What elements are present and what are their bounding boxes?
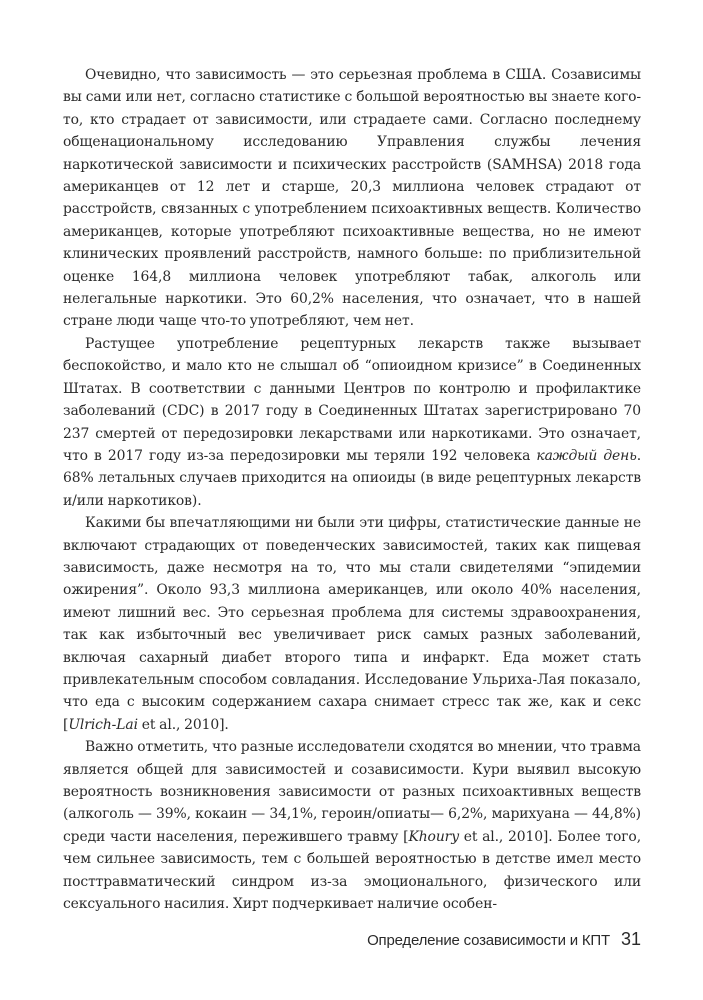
page-number: 31 xyxy=(620,929,641,949)
paragraph-3-citation-author: Ulrich-Lai xyxy=(68,716,138,733)
paragraph-3 xyxy=(63,512,641,736)
paragraph-2-text-part-2: . 68% летальных случаев приходится на опиоиды (в виде рецептурных лекарств и/или наркотиков). xyxy=(63,447,642,509)
footer-section-title: Определение созависимости и КПТ xyxy=(367,932,610,949)
paragraph-2 xyxy=(63,333,641,512)
paragraph-4-text-part-1: Важно отметить, что разные исследователи сходятся во мнении, что травма является общей для зависимостей и созависимости. Кури выявил высокую вероятность возникновения зависимости от разных психоактивных веществ (алкоголь — 39%, кокаин — 34,1%, героин/опиаты— 6,2%, марихуана — 44,8%) среди части населения, пережившего травму [ xyxy=(63,739,641,845)
paragraph-2-emphasis: каждый день xyxy=(536,447,637,464)
paragraph-1 xyxy=(63,64,641,333)
paragraph-4 xyxy=(63,736,641,915)
paragraph-3-text-part-2: et al., 2010]. xyxy=(137,716,229,733)
body-text xyxy=(63,64,641,915)
paragraph-4-text-part-2: et al., 2010]. Более того, чем сильнее зависимость, тем с большей вероятностью в детстве имел место посттравматический синдром из-за эмоционального, физического или сексуального насилия. Хирт подчеркивает наличие особен- xyxy=(63,828,642,913)
running-footer xyxy=(63,929,641,953)
paragraph-1-text: Очевидно, что зависимость — это серьезная проблема в США. Созависимы вы сами или нет, согласно статистике с большой вероятностью вы знаете кого-то, кто страдает от зависимости, или страдаете сами. Согласно последнему общенациональному исследованию Управления службы лечения наркотической зависимости и психических расстройств (SAMHSA) 2018 года американцев от 12 лет и старше, 20,3 миллиона человек страдают от расстройств, связанных с употреблением психоактивных веществ. Количество американцев, которые употребляют психоактивные вещества, но не имеют клинических проявлений расстройств, намного больше: по приблизительной оценке 164,8 миллиона человек употребляют табак, алкоголь или нелегальные наркотики. Это 60,2% населения, что означает, что в нашей стране люди чаще что-то употребляют, чем нет. xyxy=(63,67,641,330)
paragraph-2-text-part-1: Растущее употребление рецептурных лекарств также вызывает беспокойство, и мало кто не слышал об “опиоидном кризисе” в Соединенных Штатах. В соответствии с данными Центров по контролю и профилактике заболеваний (CDC) в 2017 году в Соединенных Штатах зарегистрировано 70 237 смертей от передозировки лекарствами или наркотиками. Это означает, что в 2017 году из-за передозировки мы теряли 192 человека xyxy=(63,335,641,464)
paragraph-4-citation-author: Khoury xyxy=(408,828,459,845)
paragraph-3-text-part-1: Какими бы впечатляющими ни были эти цифры, статистические данные не включают страдающих от поведенческих зависимостей, таких как пищевая зависимость, даже несмотря на то, что мы стали свидетелями “эпидемии ожирения”. Около 93,3 миллиона американцев, или около 40% населения, имеют лишний вес. Это серьезная проблема для системы здравоохранения, так как избыточный вес увеличивает риск самых разных заболеваний, включая сахарный диабет второго типа и инфаркт. Еда может стать привлекательным способом совладания. Исследование Ульриха-Лая показало, что еда с высоким содержанием сахара снимает стресс так же, как и секс [ xyxy=(63,515,641,733)
